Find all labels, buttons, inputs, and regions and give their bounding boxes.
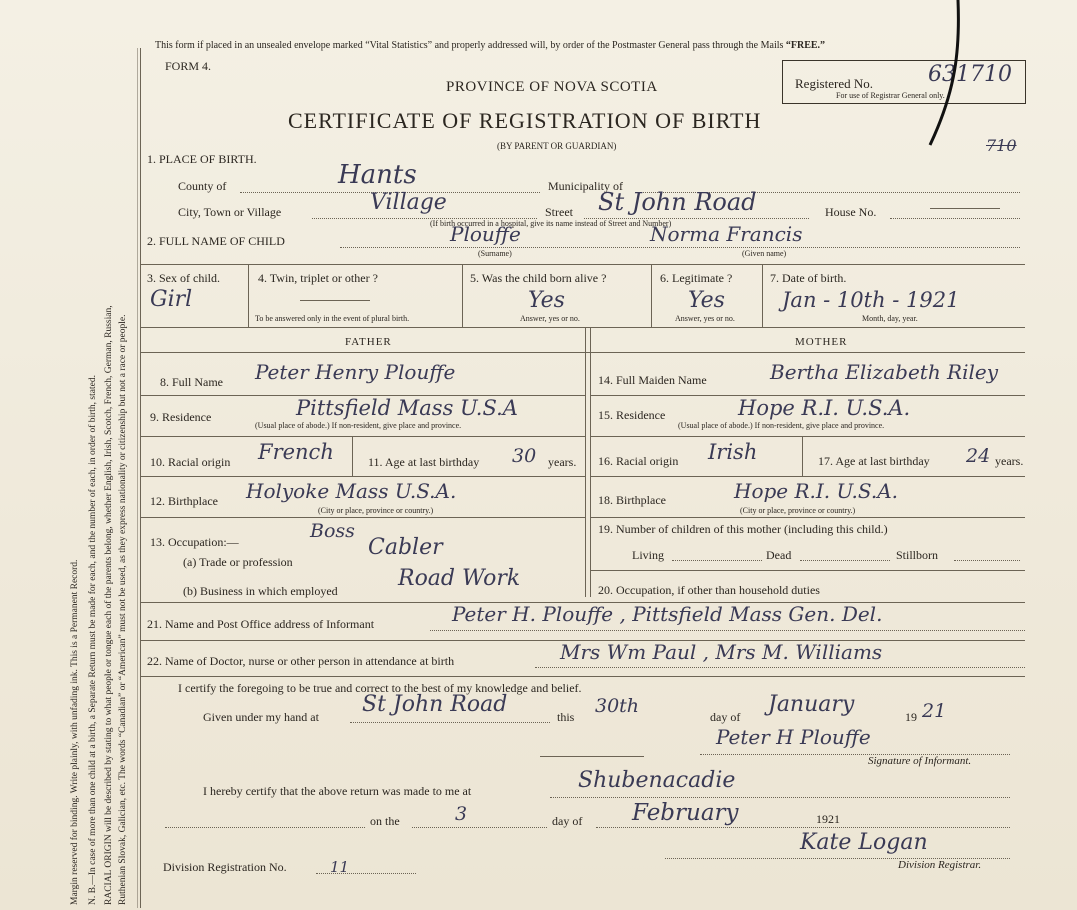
father-age-unit: years.: [548, 455, 577, 469]
registrar-month-value: February: [632, 800, 739, 826]
on-the-label: on the: [370, 814, 400, 828]
row3-divider-3: [651, 264, 652, 327]
father-name-label: 8. Full Name: [160, 375, 223, 389]
alive-note: Answer, yes or no.: [520, 314, 580, 323]
father-row-rule-2: [140, 436, 585, 437]
father-age-label: 11. Age at last birthday: [368, 455, 480, 469]
dead-label: Dead: [766, 548, 792, 562]
signature-short-rule: [540, 756, 644, 757]
registrar-month-line: [596, 827, 1010, 828]
certify-day-value: 30th: [595, 695, 640, 717]
margin-note-4: Ruthenian Slovak, Galician, etc. The words “Canadian” or “American” must not be used, as they express nationality or citizenship but not a race or people.: [118, 314, 128, 905]
house-dash: [930, 208, 1000, 209]
given-under-label: Given under my hand at: [203, 710, 319, 724]
municipality-label: Municipality of: [548, 179, 623, 193]
mother-name-label: 14. Full Maiden Name: [598, 373, 707, 387]
legitimate-label: 6. Legitimate ?: [660, 271, 733, 285]
registrar-statement: I hereby certify that the above return was made to me at: [203, 784, 472, 798]
parents-heading-rule: [140, 352, 1025, 353]
father-name-value: Peter Henry Plouffe: [255, 360, 456, 384]
mother-birthplace-value: Hope R.I. U.S.A.: [734, 479, 899, 503]
informant-line: [430, 630, 1025, 631]
margin-note-1: Margin reserved for binding. Write plainly, with unfading ink. This is a Permanent Record.: [70, 559, 80, 905]
mother-row-rule-2: [590, 436, 1025, 437]
alive-label: 5. Was the child born alive ?: [470, 271, 607, 285]
registrar-place-value: Shubenacadie: [578, 768, 736, 793]
mother-row-rule-3: [590, 476, 1025, 477]
registrar-left-line: [165, 827, 365, 828]
division-registration-value: 11: [330, 858, 350, 876]
page-subtitle: (BY PARENT OR GUARDIAN): [497, 141, 617, 151]
certify-statement: I certify the foregoing to be true and correct to the best of my knowledge and belief.: [178, 681, 582, 695]
place-of-birth-heading: 1. PLACE OF BIRTH.: [147, 152, 257, 166]
informant-signature: Peter H Plouffe: [716, 725, 871, 749]
mother-residence-value: Hope R.I. U.S.A.: [738, 396, 911, 420]
mother-heading: MOTHER: [795, 336, 848, 348]
father-age-divider: [352, 436, 353, 476]
margin-note-3: RACIAL ORIGIN will be described by stating to what people or tongue each of the parents belong, whether English, Irish, Scotch, French, German, Russian,: [104, 305, 114, 905]
father-row-rule-4: [140, 517, 585, 518]
registrar-day-line: [412, 827, 547, 828]
legitimate-note: Answer, yes or no.: [675, 314, 735, 323]
father-birthplace-value: Holyoke Mass U.S.A.: [246, 479, 457, 503]
province-title: PROVINCE OF NOVA SCOTIA: [446, 79, 658, 95]
registrar-use-note: For use of Registrar General only.: [836, 91, 945, 100]
house-label: House No.: [825, 205, 877, 219]
certify-year-value: 21: [922, 700, 947, 722]
mother-birthplace-note: (City or place, province or country.): [740, 506, 856, 515]
certify-year-prefix: 19: [905, 710, 917, 724]
street-label: Street: [545, 205, 573, 219]
division-registration-label: Division Registration No.: [163, 860, 287, 874]
sex-value: Girl: [150, 287, 193, 312]
registered-label: Registered No.: [795, 76, 873, 91]
father-birthplace-label: 12. Birthplace: [150, 494, 218, 508]
father-residence-label: 9. Residence: [150, 410, 212, 424]
birth-date-note: Month, day, year.: [862, 314, 918, 323]
stillborn-line: [954, 560, 1020, 561]
mother-racial-value: Irish: [708, 440, 758, 464]
father-residence-note: (Usual place of abode.) If non-resident, give place and province.: [255, 421, 462, 430]
given-name-caption: (Given name): [742, 249, 787, 258]
mail-notice: [155, 40, 825, 51]
mail-notice-text: This form if placed in an unsealed envelope marked “Vital Statistics” and properly addressed will, by order of the Postmaster General pass through the Mails: [155, 40, 784, 51]
mail-free: “FREE.”: [785, 40, 826, 51]
mother-birthplace-label: 18. Birthplace: [598, 493, 666, 507]
father-trade-value: Cabler: [368, 535, 443, 560]
city-value: Village: [370, 190, 447, 215]
mother-age-value: 24: [966, 445, 991, 467]
row3-divider-2: [462, 264, 463, 327]
margin-rule-inner: [137, 48, 138, 908]
mother-racial-label: 16. Racial origin: [598, 454, 679, 468]
registrar-signature-caption: Division Registrar.: [898, 859, 982, 871]
house-line: [890, 218, 1020, 219]
given-place-value: St John Road: [362, 692, 508, 717]
doctor-bottom-rule: [140, 676, 1025, 677]
registrar-day-value: 3: [455, 803, 468, 825]
street-value: St John Road: [598, 188, 757, 216]
child-surname: Plouffe: [450, 222, 521, 246]
informant-value: Peter H. Plouffe , Pittsfield Mass Gen. Del.: [452, 602, 883, 626]
doctor-line: [535, 667, 1025, 668]
city-label: City, Town or Village: [178, 205, 282, 219]
father-birthplace-note: (City or place, province or country.): [318, 506, 434, 515]
registrar-year-value: 1921: [816, 812, 840, 826]
mother-age-divider: [802, 436, 803, 476]
form-number: FORM 4.: [165, 59, 212, 73]
informant-label: 21. Name and Post Office address of Informant: [147, 617, 375, 631]
child-given-name: Norma Francis: [650, 222, 803, 246]
father-age-value: 30: [512, 445, 537, 467]
registered-value: 631710: [928, 62, 1012, 87]
certify-month-value: January: [768, 692, 855, 717]
father-residence-value: Pittsfield Mass U.S.A: [296, 396, 518, 420]
parents-center-rule-a: [585, 327, 586, 597]
mother-age-label: 17. Age at last birthday: [818, 454, 930, 468]
father-trade-label: (a) Trade or profession: [183, 555, 293, 569]
father-racial-label: 10. Racial origin: [150, 455, 231, 469]
row3-top-rule: [140, 264, 1025, 265]
county-value: Hants: [338, 160, 417, 190]
twin-note: To be answered only in the event of plural birth.: [255, 314, 410, 323]
living-label: Living: [632, 548, 664, 562]
struck-number: 710: [986, 136, 1017, 155]
margin-note-2: N. B.—In case of more than one child at a birth, a Separate Return must be made for each, and the number of each, in order of birth, stated.: [88, 375, 98, 905]
mother-row-rule-4: [590, 517, 1025, 518]
mother-age-unit: years.: [995, 454, 1024, 468]
birth-date-value: Jan - 10th - 1921: [782, 288, 960, 312]
informant-signature-caption: Signature of Informant.: [868, 755, 972, 767]
father-racial-value: French: [258, 440, 334, 464]
alive-value: Yes: [528, 288, 565, 313]
stillborn-label: Stillborn: [896, 548, 939, 562]
mother-children-label: 19. Number of children of this mother (including this child.): [598, 522, 888, 536]
twin-dash: [300, 300, 370, 301]
father-row-rule-3: [140, 476, 585, 477]
mother-name-value: Bertha Elizabeth Riley: [770, 360, 999, 384]
doctor-label: 22. Name of Doctor, nurse or other person in attendance at birth: [147, 654, 455, 668]
mother-occupation-label: 20. Occupation, if other than household duties: [598, 583, 820, 597]
dead-line: [800, 560, 890, 561]
row3-divider-1: [248, 264, 249, 327]
doctor-value: Mrs Wm Paul , Mrs M. Williams: [560, 640, 883, 664]
sex-label: 3. Sex of child.: [147, 271, 220, 285]
registrar-day-of-label: day of: [552, 814, 583, 828]
registrar-signature: Kate Logan: [800, 830, 928, 855]
row3-bottom-rule: [140, 327, 1025, 328]
surname-caption: (Surname): [478, 249, 512, 258]
child-name-line: [340, 247, 1020, 248]
certify-day-of-label: day of: [710, 710, 741, 724]
pen-stroke-icon: [920, 0, 970, 150]
mother-residence-note: (Usual place of abode.) If non-resident, give place and province.: [678, 421, 885, 430]
father-occupation-label: 13. Occupation:—: [150, 535, 239, 549]
living-line: [672, 560, 762, 561]
parents-center-rule-b: [590, 327, 591, 597]
this-label: this: [557, 710, 575, 724]
county-label: County of: [178, 179, 227, 193]
birth-date-label: 7. Date of birth.: [770, 271, 847, 285]
given-place-line: [350, 722, 550, 723]
street-note: (If birth occurred in a hospital, give its name instead of Street and Number): [430, 219, 672, 228]
page-title: CERTIFICATE OF REGISTRATION OF BIRTH: [288, 108, 762, 133]
margin-rule: [140, 48, 141, 908]
mother-row-rule-5: [590, 570, 1025, 571]
legitimate-value: Yes: [688, 288, 725, 313]
father-occupation-boss: Boss: [310, 520, 355, 542]
child-name-label: 2. FULL NAME OF CHILD: [147, 234, 285, 248]
father-business-label: (b) Business in which employed: [183, 584, 338, 598]
registrar-place-line: [550, 797, 1010, 798]
twin-label: 4. Twin, triplet or other ?: [258, 271, 378, 285]
father-business-value: Road Work: [398, 566, 521, 591]
row3-divider-4: [762, 264, 763, 327]
mother-residence-label: 15. Residence: [598, 408, 666, 422]
father-heading: FATHER: [345, 336, 392, 348]
